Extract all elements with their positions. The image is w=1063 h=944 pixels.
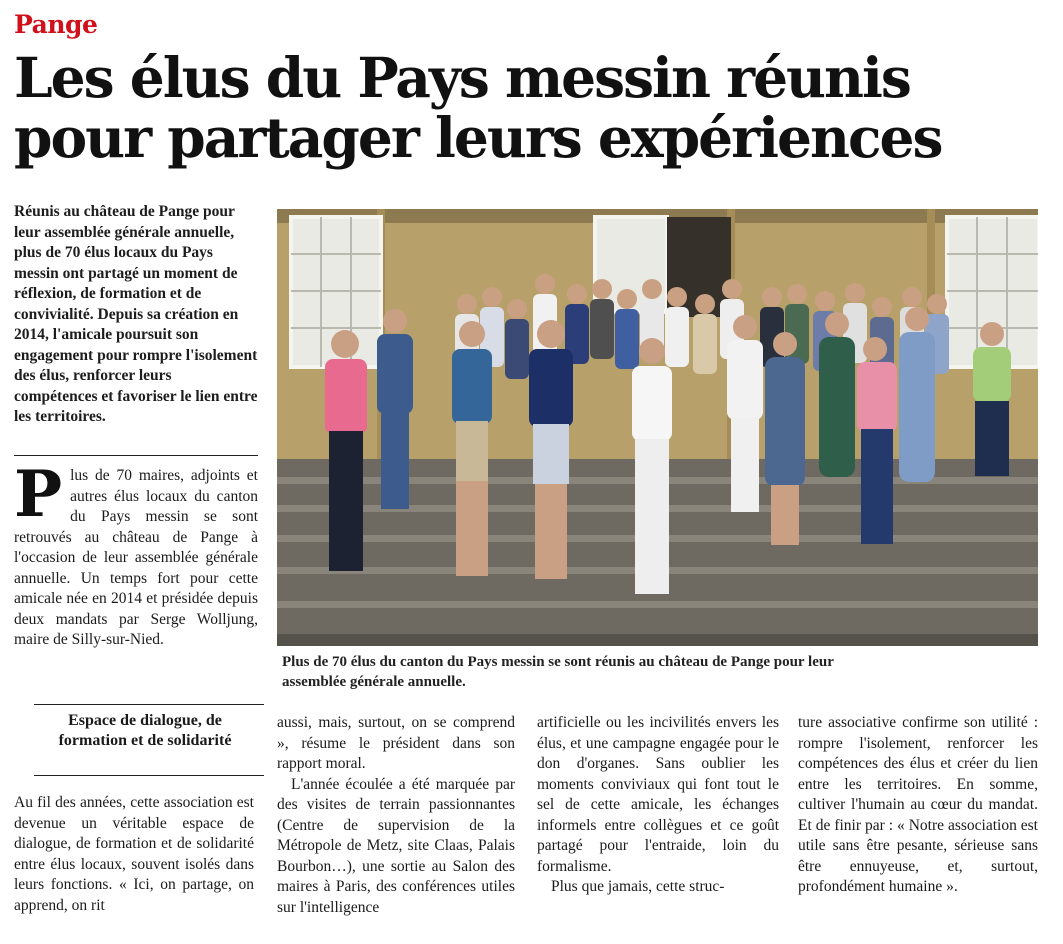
photo-illustration bbox=[277, 209, 1038, 646]
section-subhead: Espace de dialogue, de formation et de solidarité bbox=[58, 712, 232, 749]
column-3 bbox=[537, 713, 779, 898]
article-headline: Les élus du Pays messin réunis pour partager leurs expériences bbox=[14, 45, 942, 170]
article-intro bbox=[14, 457, 258, 651]
article-photo bbox=[277, 209, 1038, 646]
column-2-para-1: aussi, mais, surtout, on se comprend », résume le président dans son rapport moral. bbox=[277, 714, 515, 772]
article-lead: Réunis au château de Pange pour leur assemblée générale annuelle, plus de 70 élus locaux du Pays messin ont partagé un moment de réflexion, de formation et de convivialité. Depuis sa création en 2014, l'amicale poursuit son engagement pour rompre l'isolement des élus, renforcer leurs compétences et favoriser le lien entre les territoires. bbox=[14, 203, 258, 425]
column-3-para-2: Plus que jamais, cette struc- bbox=[551, 878, 725, 895]
column-4-text: ture associative confirme son utilité : rompre l'isolement, renforcer les compétences des élus et créer du lien entre les territoires. En somme, cultiver l'humain au cœur du mandat. Et de finir par : « Notre association est utile sans être pesante, sérieuse sans être ennuyeuse, et, surtout, profondément humaine ». bbox=[798, 714, 1038, 895]
photo-caption: Plus de 70 élus du canton du Pays messin se sont réunis au château de Pange pour leur assemblée générale annuelle. bbox=[282, 654, 834, 690]
subhead-rule-bottom bbox=[34, 775, 264, 776]
column-3-para-1: artificielle ou les incivilités envers les élus, et une campagne engagée pour le don d'organes. Sans oublier les moments conviviaux qui font tout le sel de cette amicale, les échanges informels entre collègues et ce goût partagé pour l'entraide, loin du formalisme. bbox=[537, 714, 779, 875]
column-2 bbox=[277, 713, 515, 918]
column-1-text: Au fil des années, cette association est devenue un véritable espace de dialogue, de formation et de solidarité entre élus locaux, souvent isolés dans leurs fonctions. « Ici, on partage, on apprend, on rit bbox=[14, 794, 254, 914]
section-kicker: Pange bbox=[14, 10, 98, 39]
subhead-rule-top bbox=[34, 704, 264, 705]
intro-text: lus de 70 maires, adjoints et autres élus locaux du canton du Pays messin se sont retrouvés au château de Pange à l'occasion de leur assemblée générale annuelle. Un temps fort pour cette amicale née en 2014 et présidée depuis deux mandats par Serge Wolljung, maire de Silly-sur-Nied. bbox=[14, 467, 258, 648]
lead-divider bbox=[14, 455, 258, 456]
drop-cap: P bbox=[14, 457, 63, 532]
column-2-para-2: L'année écoulée a été marquée par des visites de terrain passionnantes (Centre de supervision de la Métropole de Metz, site Claas, Palais Bourbon…), une sortie au Salon des maires à Paris, des conférences utiles sur l'intelligence bbox=[277, 775, 515, 916]
column-1 bbox=[14, 793, 254, 916]
column-4 bbox=[798, 713, 1038, 898]
